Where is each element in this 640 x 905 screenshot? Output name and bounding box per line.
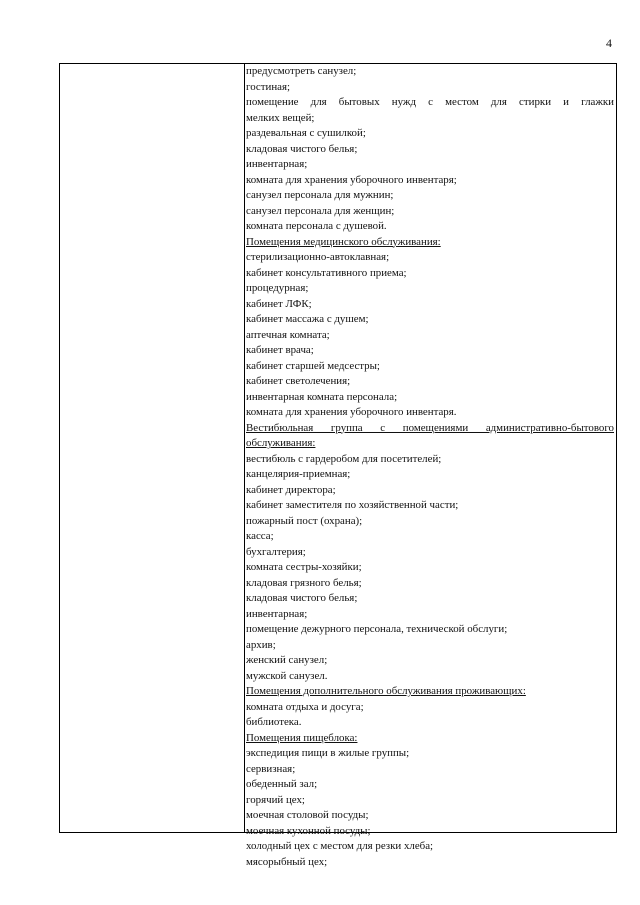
room-list-item: санузел персонала для мужнин;: [246, 189, 394, 201]
room-list-item: предусмотреть санузел;: [246, 65, 357, 77]
room-list-item: аптечная комната;: [246, 328, 330, 341]
room-list-item: экспедиция пищи в жилые группы;: [246, 747, 410, 759]
room-list-item: кабинет директора;: [246, 483, 336, 496]
section-heading: обслуживания:: [246, 437, 316, 449]
room-list-item: инвентарная;: [246, 158, 308, 170]
room-list-item: сервизная;: [246, 762, 296, 775]
room-list-item: инвентарная;: [246, 607, 308, 620]
room-list-item: комната для хранения уборочного инвентаря.: [246, 406, 457, 418]
room-list-item: библиотека.: [246, 716, 302, 728]
room-list-item: кабинет заместителя по хозяйственной части;: [246, 499, 459, 511]
room-list-item: мужской санузел.: [246, 669, 328, 682]
room-list-item: помещение дежурного персонала, технической обслуги;: [246, 623, 508, 635]
room-list-item: кабинет ЛФК;: [246, 297, 312, 310]
room-list-column: [246, 64, 614, 870]
room-list-item: моечная столовой посуды;: [246, 809, 369, 821]
room-list-item: мелких вещей;: [246, 111, 315, 124]
room-list-item: санузел персонала для женщин;: [246, 204, 395, 217]
section-heading: Помещения медицинского обслуживания:: [246, 235, 441, 248]
room-list-item: комната сестры-хозяйки;: [246, 561, 362, 573]
room-list-item: обеденный зал;: [246, 778, 318, 790]
room-list-item: вестибюль с гардеробом для посетителей;: [246, 452, 442, 465]
room-list-item: моечная кухонной посуды;: [246, 824, 371, 837]
section-heading: Вестибюльная группа с помещениями административно-бытового: [246, 421, 614, 434]
page-number: 4: [606, 36, 612, 50]
room-list-item: мясорыбный цех;: [246, 855, 328, 868]
room-list-item: кабинет массажа с душем;: [246, 313, 369, 325]
room-list-item: касса;: [246, 530, 274, 542]
room-list-item: гостиная;: [246, 80, 291, 93]
room-list-item: канцелярия-приемная;: [246, 468, 351, 480]
room-list-item: кладовая чистого белья;: [246, 142, 358, 155]
room-list-item: помещение для бытовых нужд с местом для стирки и глажки: [246, 96, 614, 108]
room-list-item: комната персонала с душевой.: [246, 220, 387, 232]
room-list-item: комната отдыха и досуга;: [246, 700, 364, 713]
room-list-item: женский санузел;: [246, 654, 328, 666]
room-list-item: кабинет врача;: [246, 344, 314, 356]
room-list-item: холодный цех с местом для резки хлеба;: [246, 840, 434, 852]
room-list-item: кладовая грязного белья;: [246, 576, 362, 589]
room-list-item: кладовая чистого белья;: [246, 592, 358, 604]
room-list-item: горячий цех;: [246, 793, 305, 806]
room-list-item: бухгалтерия;: [246, 545, 306, 558]
room-list-item: процедурная;: [246, 282, 309, 294]
room-list-item: стерилизационно-автоклавная;: [246, 251, 390, 263]
room-list-item: раздевальная с сушилкой;: [246, 127, 366, 139]
room-list-item: архив;: [246, 638, 276, 651]
room-list-item: инвентарная комната персонала;: [246, 390, 398, 403]
room-list-item: кабинет светолечения;: [246, 375, 351, 387]
room-list-item: кабинет старшей медсестры;: [246, 359, 380, 372]
section-heading: Помещения пищеблока:: [246, 731, 358, 744]
room-list-item: кабинет консультативного приема;: [246, 266, 407, 279]
room-list-item: пожарный пост (охрана);: [246, 514, 363, 527]
column-divider: [244, 64, 245, 832]
section-heading: Помещения дополнительного обслуживания проживающих:: [246, 685, 526, 697]
document-table: [59, 63, 617, 868]
room-list-item: комната для хранения уборочного инвентаря;: [246, 173, 457, 186]
